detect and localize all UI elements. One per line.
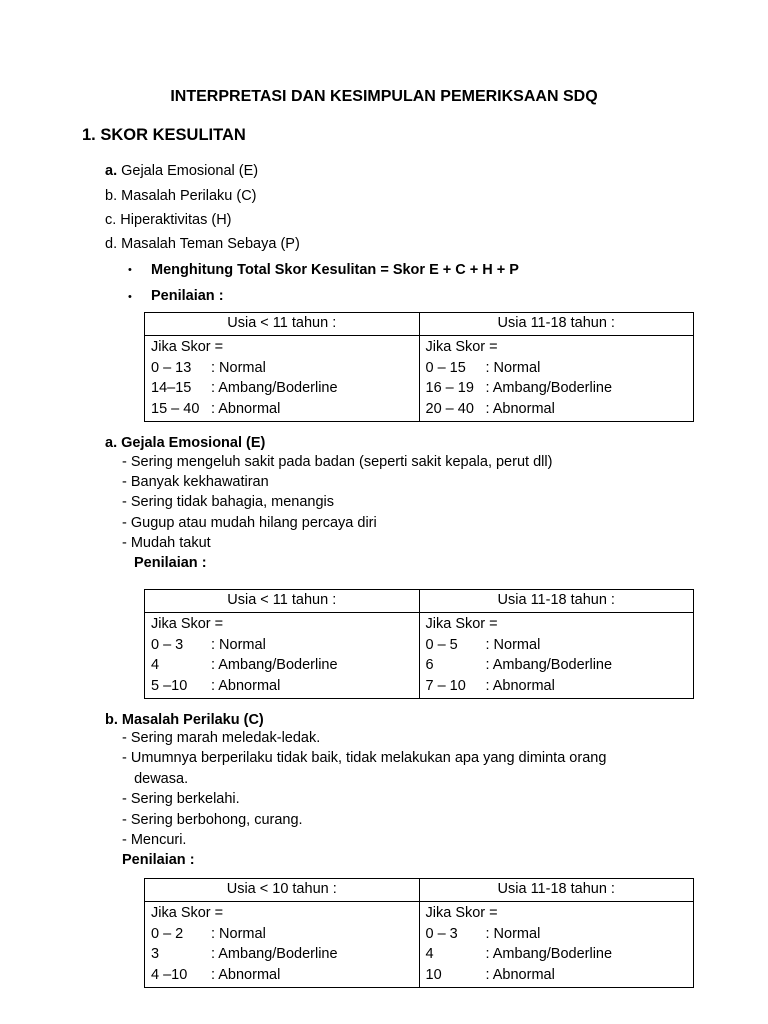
score-cell-right	[419, 613, 694, 699]
symptom-item: - Mudah takut	[122, 535, 211, 551]
score-row: 0 – 3 : Normal	[425, 925, 541, 942]
score-cell-left	[145, 613, 420, 699]
score-intro: Jika Skor =	[151, 616, 224, 632]
table-header-left: Usia < 10 tahun :	[145, 879, 420, 902]
symptom-item: - Mencuri.	[122, 832, 187, 848]
symptom-item: - Gugup atau mudah hilang percaya diri	[122, 515, 377, 531]
document-title: INTERPRETASI DAN KESIMPULAN PEMERIKSAAN SDQ	[170, 88, 598, 105]
table-header-left: Usia < 11 tahun :	[145, 590, 420, 613]
score-intro: Jika Skor =	[151, 905, 224, 921]
table-header-left: Usia < 11 tahun :	[145, 313, 420, 336]
symptom-item: - Sering tidak bahagia, menangis	[122, 494, 334, 510]
score-intro: Jika Skor =	[425, 616, 498, 632]
score-row: 14–15 : Ambang/Boderline	[151, 380, 338, 396]
score-cell-left	[145, 902, 420, 988]
conduct-heading: b. Masalah Perilaku (C)	[105, 712, 264, 728]
bullet-icon: •	[128, 291, 132, 303]
score-intro: Jika Skor =	[425, 339, 498, 355]
subscale-item-a: a. Gejala Emosional (E)	[105, 163, 259, 179]
score-row: 4 –10 : Abnormal	[151, 966, 281, 983]
subscale-item-b: b. Masalah Perilaku (C)	[105, 188, 257, 204]
score-intro: Jika Skor =	[151, 339, 224, 355]
total-score-table	[144, 312, 694, 422]
score-intro: Jika Skor =	[425, 905, 498, 921]
score-row: 7 – 10 : Abnormal	[425, 677, 555, 694]
table-header-right: Usia 11-18 tahun :	[419, 590, 694, 613]
score-row: 3 : Ambang/Boderline	[151, 946, 338, 962]
score-row: 0 – 5 : Normal	[425, 636, 541, 653]
table-header-right: Usia 11-18 tahun :	[419, 313, 694, 336]
score-row: 0 – 2 : Normal	[151, 925, 266, 942]
symptom-item: - Umumnya berperilaku tidak baik, tidak melakukan apa yang diminta orang	[122, 750, 607, 766]
bullet-icon: •	[128, 264, 132, 276]
emotional-score-table	[144, 589, 694, 699]
score-cell-right	[419, 902, 694, 988]
symptom-item: - Sering mengeluh sakit pada badan (seperti sakit kepala, perut dll)	[122, 454, 553, 470]
score-row: 0 – 13 : Normal	[151, 359, 266, 376]
conduct-score-table	[144, 878, 694, 988]
assessment-label: Penilaian :	[151, 288, 224, 304]
subscale-item-c: c. Hiperaktivitas (H)	[105, 212, 232, 228]
score-row: 6 : Ambang/Boderline	[425, 657, 613, 673]
score-row: 16 – 19 : Ambang/Boderline	[425, 380, 613, 396]
total-score-formula: Menghitung Total Skor Kesulitan = Skor E + C + H + P	[151, 262, 519, 278]
emotional-heading: a. Gejala Emosional (E)	[105, 435, 266, 451]
assessment-label: Penilaian :	[134, 555, 207, 571]
score-row: 4 : Ambang/Boderline	[151, 657, 338, 673]
score-row: 20 – 40 : Abnormal	[425, 400, 555, 417]
symptom-item: - Banyak kekhawatiran	[122, 474, 269, 490]
score-row: 4 : Ambang/Boderline	[425, 946, 613, 962]
symptom-item: - Sering berkelahi.	[122, 791, 240, 807]
table-header-right: Usia 11-18 tahun :	[419, 879, 694, 902]
score-row: 5 –10 : Abnormal	[151, 677, 281, 694]
score-row: 15 – 40 : Abnormal	[151, 400, 281, 417]
subscale-item-d: d. Masalah Teman Sebaya (P)	[105, 236, 300, 252]
symptom-item: - Sering berbohong, curang.	[122, 812, 303, 828]
score-cell-right	[419, 336, 694, 422]
symptom-item: dewasa.	[122, 771, 189, 787]
symptom-item: - Sering marah meledak-ledak.	[122, 730, 321, 746]
section-heading: 1. SKOR KESULITAN	[82, 126, 246, 144]
score-row: 0 – 3 : Normal	[151, 636, 266, 653]
score-cell-left	[145, 336, 420, 422]
assessment-label: Penilaian :	[122, 852, 195, 868]
score-row: 0 – 15 : Normal	[425, 359, 541, 376]
score-row: 10 : Abnormal	[425, 966, 555, 983]
